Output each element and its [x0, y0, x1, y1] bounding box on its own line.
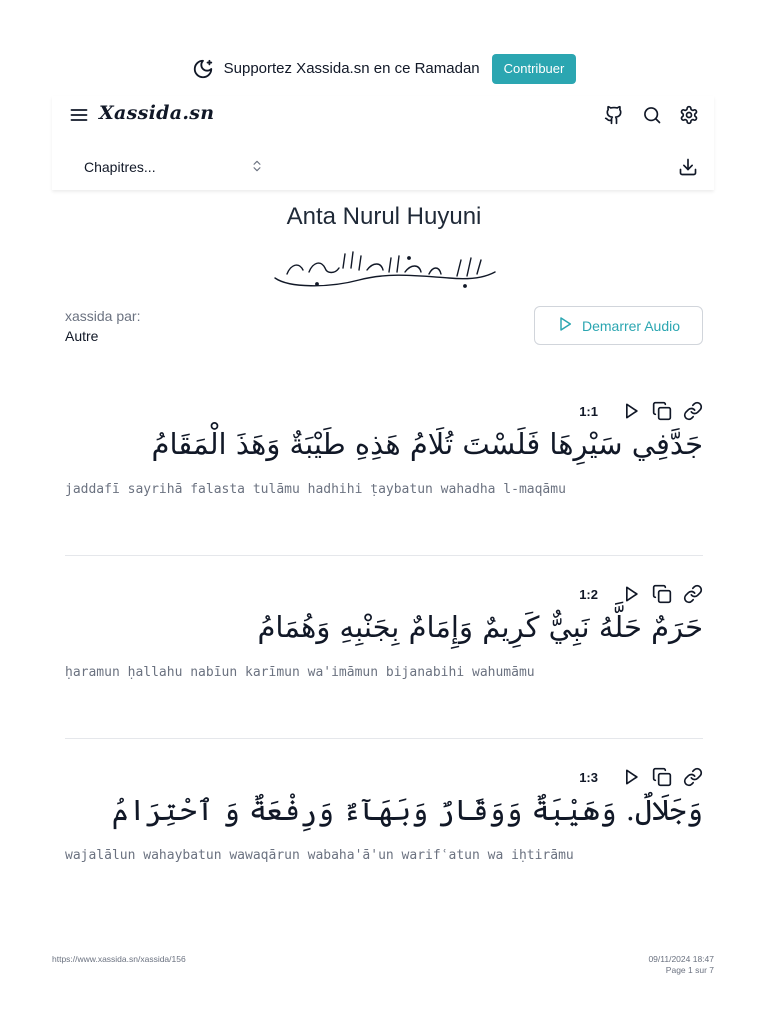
verse-transliteration: wajalālun wahaybatun wawaqārun wabaha'ā'un warifʿatun wa iḥtirāmu — [65, 848, 574, 863]
verse-number: 1:3 — [579, 769, 598, 785]
verse-transliteration: jaddafī sayrihā falasta tulāmu hadhihi ṭaybatun wahadha l-maqāmu — [65, 482, 566, 497]
play-icon[interactable] — [621, 767, 641, 787]
footer-page: Page 1 sur 7 — [665, 965, 714, 975]
author-label: xassida par: — [65, 308, 141, 324]
verse-item — [65, 766, 703, 886]
moon-star-icon — [192, 58, 214, 80]
github-icon[interactable] — [604, 105, 624, 125]
verse-item — [65, 583, 703, 703]
verse-number: 1:1 — [579, 403, 598, 419]
verse-item — [65, 400, 703, 520]
copy-icon[interactable] — [652, 401, 672, 421]
hamburger-menu-icon[interactable] — [69, 105, 89, 125]
link-icon[interactable] — [683, 584, 703, 604]
chevron-up-down-icon — [250, 159, 264, 176]
start-audio-label: Demarrer Audio — [581, 317, 681, 334]
verse-arabic-text: وَجَلَالٌ. وَهَيْبَةٌ وَوَقَارٌ وَبَهَآءٌ وَرِفْعَةٌ وَ ٱحْتِرَامُ — [111, 793, 703, 827]
footer-url: https://www.xassida.sn/xassida/156 — [52, 954, 186, 964]
settings-gear-icon[interactable] — [679, 105, 699, 125]
play-icon[interactable] — [621, 584, 641, 604]
download-icon[interactable] — [678, 157, 698, 177]
support-banner — [0, 53, 768, 84]
start-audio-button[interactable] — [534, 306, 703, 345]
verse-number: 1:2 — [579, 586, 598, 602]
chapter-select[interactable] — [84, 155, 264, 179]
play-icon[interactable] — [621, 401, 641, 421]
play-icon — [557, 316, 573, 335]
search-icon[interactable] — [642, 105, 662, 125]
banner-text: Supportez Xassida.sn en ce Ramadan — [223, 60, 480, 77]
divider — [65, 555, 703, 556]
footer-datetime: 09/11/2024 18:47 — [648, 954, 714, 964]
copy-icon[interactable] — [652, 767, 672, 787]
bismillah-calligraphy — [269, 248, 501, 294]
author-name[interactable]: Autre — [65, 328, 99, 344]
link-icon[interactable] — [683, 401, 703, 421]
site-logo[interactable]: Xassida.sn — [99, 102, 215, 124]
top-navigation — [52, 96, 714, 190]
chapter-select-value: Chapitres... — [84, 159, 156, 175]
verse-arabic-text: جَدَّفِي سَيْرِهَا فَلَسْتَ تُلَامُ هَذِهِ طَيْبَةٌ وَهَذَ الْمَقَامُ — [151, 427, 703, 461]
copy-icon[interactable] — [652, 584, 672, 604]
verse-transliteration: ḥaramun ḥallahu nabīun karīmun wa'imāmun bijanabihi wahumāmu — [65, 665, 535, 680]
divider — [65, 738, 703, 739]
contribute-button[interactable]: Contribuer — [492, 54, 577, 84]
link-icon[interactable] — [683, 767, 703, 787]
xassida-title: Anta Nurul Huyuni — [286, 203, 482, 230]
verse-arabic-text: حَرَمٌ حَلَّهُ نَبِيٌّ كَرِيمٌ وَإِمَامٌ بِجَنْبِهِ وَهُمَامُ — [257, 610, 703, 644]
footer-meta — [648, 954, 714, 976]
